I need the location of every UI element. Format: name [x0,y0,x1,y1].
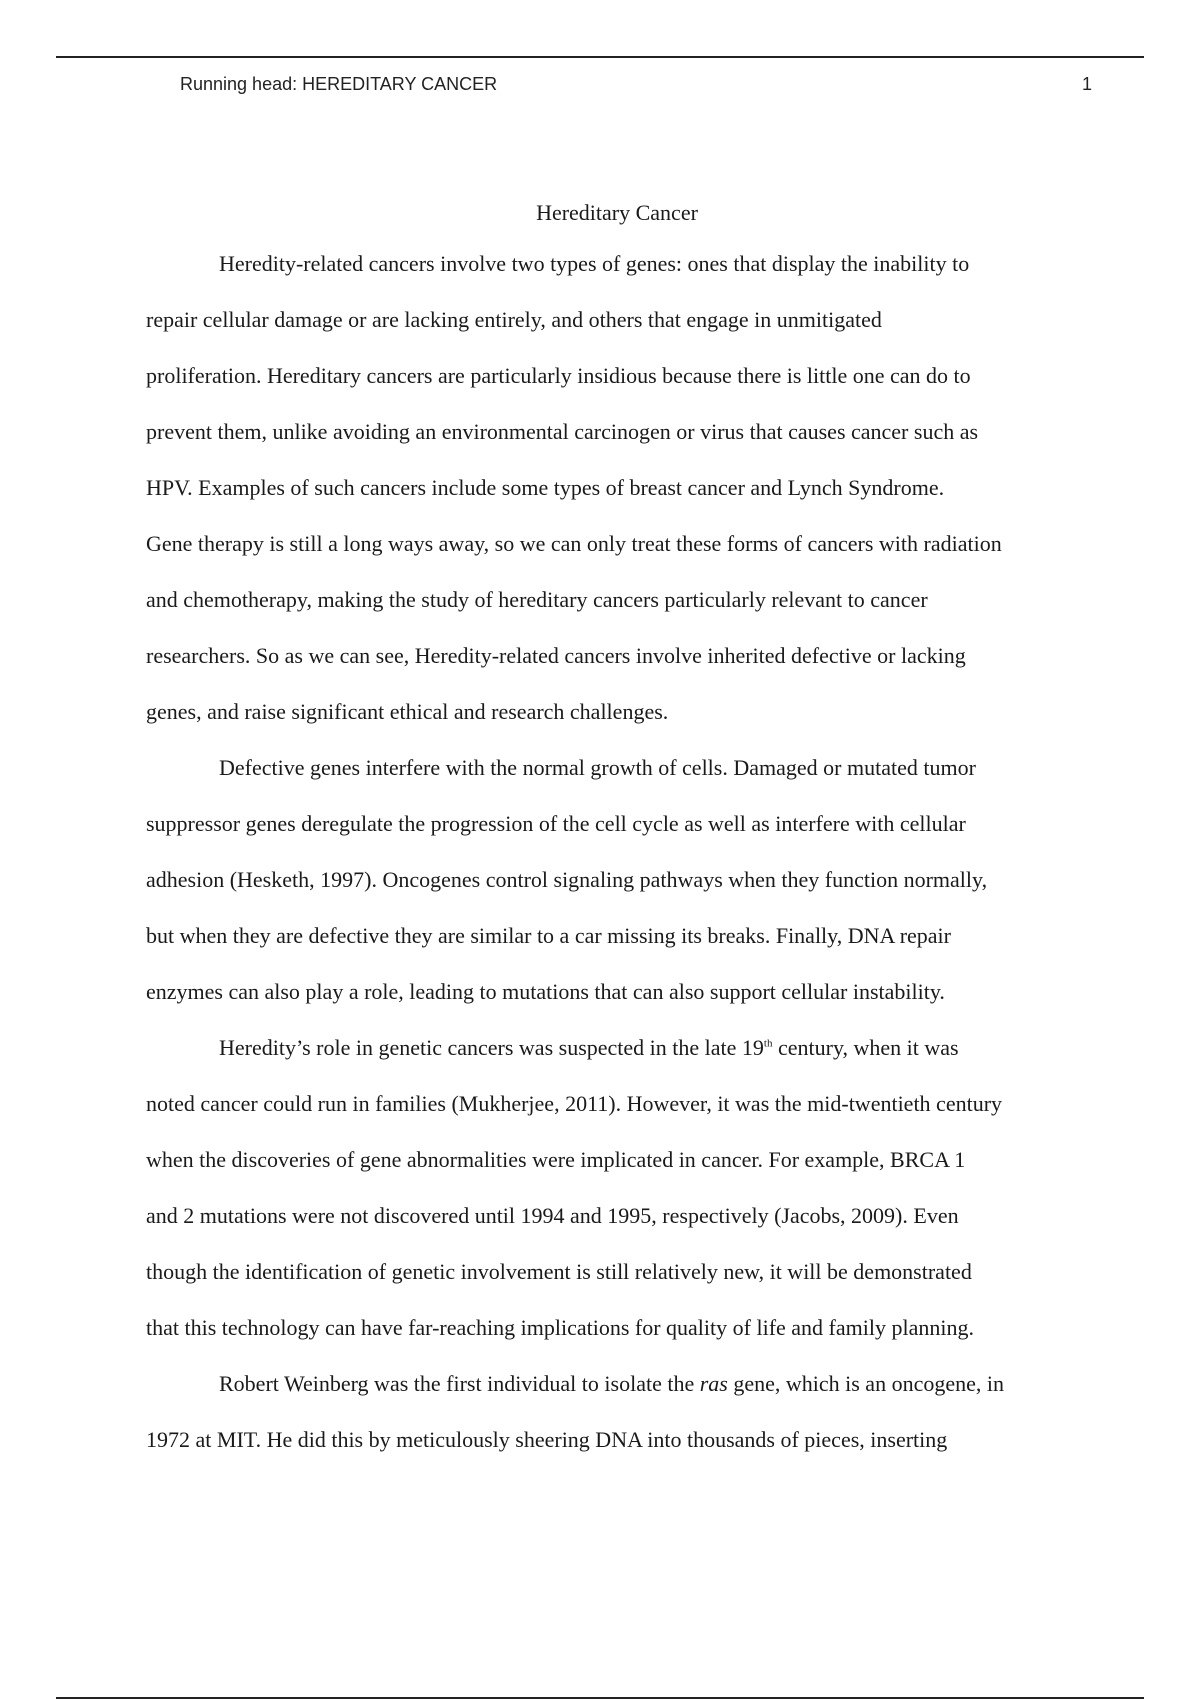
header-rule [56,56,1144,58]
text-line: HPV. Examples of such cancers include some types of breast cancer and Lynch Syndrome. [146,475,945,500]
text-line [146,1032,1088,1088]
superscript-ordinal: th [763,1037,773,1050]
text-line: Defective genes interfere with the normal growth of cells. Damaged or mutated tumor [219,755,976,780]
text-line: though the identification of genetic involvement is still relatively new, it will be demonstrated [146,1259,972,1284]
document-body [146,248,1088,1480]
text-line-segment: Heredity’s role in genetic cancers was suspected in the late 19 [219,1035,764,1060]
text-line: noted cancer could run in families (Mukherjee, 2011). However, it was the mid-twentieth century [146,1091,1003,1116]
text-line: but when they are defective they are similar to a car missing its breaks. Finally, DNA repair [146,923,951,948]
text-line: enzymes can also play a role, leading to mutations that can also support cellular instability. [146,979,945,1004]
running-head: Running head: HEREDITARY CANCER [180,74,498,94]
text-line-segment: century, when it was [772,1035,959,1060]
italic-gene-name: ras [699,1371,728,1396]
text-line: and 2 mutations were not discovered until 1994 and 1995, respectively (Jacobs, 2009). Even [146,1203,959,1228]
text-line: that this technology can have far-reaching implications for quality of life and family planning. [146,1315,974,1340]
text-line: 1972 at MIT. He did this by meticulously sheering DNA into thousands of pieces, inserting [146,1427,948,1452]
text-line: repair cellular damage or are lacking entirely, and others that engage in unmitigated [146,307,882,332]
text-line: when the discoveries of gene abnormalities were implicated in cancer. For example, BRCA 1 [146,1147,966,1172]
text-line: genes, and raise significant ethical and research challenges. [146,699,669,724]
text-line-segment: Robert Weinberg was the first individual to isolate the [219,1371,700,1396]
text-line: Gene therapy is still a long ways away, so we can only treat these forms of cancers with radiation [146,531,1002,556]
text-line: suppressor genes deregulate the progression of the cell cycle as well as interfere with cellular [146,811,966,836]
page-number: 1 [1081,74,1092,94]
text-line: proliferation. Hereditary cancers are particularly insidious because there is little one can do to [146,363,971,388]
page-header [180,74,1092,100]
text-line: prevent them, unlike avoiding an environmental carcinogen or virus that causes cancer such as [146,419,979,444]
text-line [146,1368,1088,1424]
footer-rule [56,1697,1144,1699]
text-line: and chemotherapy, making the study of hereditary cancers particularly relevant to cancer [146,587,928,612]
text-line-segment: gene, which is an oncogene, in [727,1371,1004,1396]
text-line: researchers. So as we can see, Heredity-related cancers involve inherited defective or lacking [146,643,966,668]
text-line: adhesion (Hesketh, 1997). Oncogenes control signaling pathways when they function normally, [146,867,988,892]
document-title: Hereditary Cancer [536,200,698,225]
text-line: Heredity-related cancers involve two types of genes: ones that display the inability to [219,251,970,276]
